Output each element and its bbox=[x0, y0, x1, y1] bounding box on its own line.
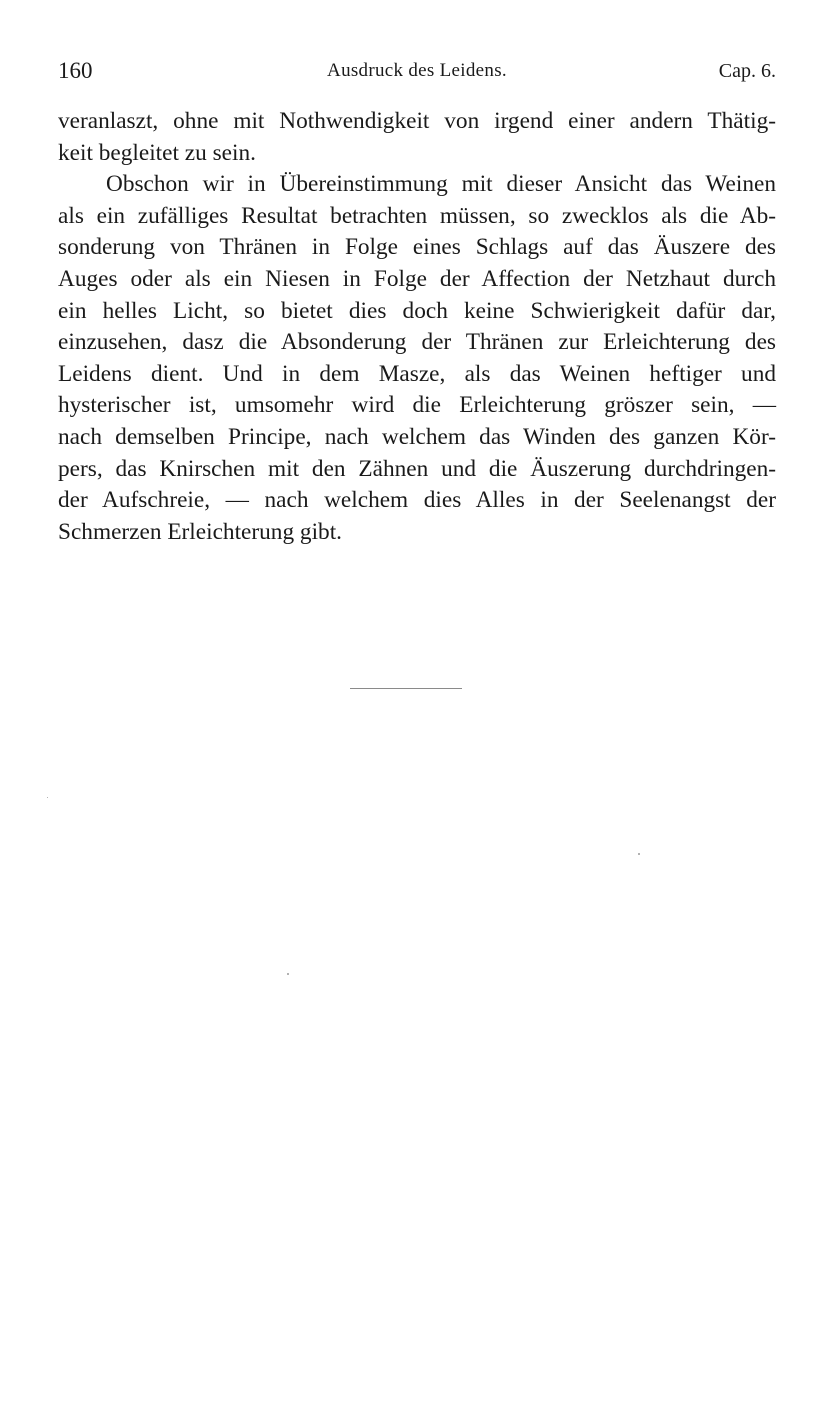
text-line: keit begleitet zu sein. bbox=[58, 139, 256, 166]
paragraph-1 bbox=[58, 106, 776, 169]
page-header bbox=[58, 56, 776, 86]
page-number: 160 bbox=[58, 58, 93, 83]
text-line: pers, das Knirschen mit den Zähnen und die Äuszerung durchdringen- bbox=[58, 455, 776, 482]
text-line: der Aufschreie, — nach welchem dies Alles in der Seelenangst der bbox=[58, 487, 776, 514]
text-line: sonderung von Thränen in Folge eines Schlags auf das Äuszere des bbox=[58, 234, 776, 261]
text-line: Schmerzen Erleichterung gibt. bbox=[58, 518, 342, 545]
text-line: einzusehen, dasz die Absonderung der Thränen zur Erleichterung des bbox=[58, 329, 776, 356]
print-speck bbox=[47, 797, 48, 798]
print-speck bbox=[287, 973, 289, 975]
text-line: hysterischer ist, umsomehr wird die Erleichterung gröszer sein, — bbox=[58, 392, 776, 419]
section-divider bbox=[350, 688, 462, 689]
text-line: Obschon wir in Übereinstimmung mit dieser Ansicht das Weinen bbox=[106, 171, 776, 198]
text-line: nach demselben Principe, nach welchem das Winden des ganzen Kör- bbox=[58, 423, 776, 450]
text-line: als ein zufälliges Resultat betrachten müssen, so zwecklos als die Ab- bbox=[58, 202, 776, 229]
text-line: Auges oder als ein Niesen in Folge der Affection der Netzhaut durch bbox=[58, 265, 776, 292]
text-line: veranlaszt, ohne mit Nothwendigkeit von irgend einer andern Thätig- bbox=[58, 108, 776, 134]
running-title: Ausdruck des Leidens. bbox=[327, 60, 507, 81]
paragraph-2 bbox=[58, 169, 776, 548]
text-line: ein helles Licht, so bietet dies doch keine Schwierigkeit dafür dar, bbox=[58, 297, 776, 324]
body-text bbox=[58, 106, 776, 548]
print-speck bbox=[638, 853, 640, 855]
chapter-label: Cap. 6. bbox=[718, 60, 776, 82]
text-line: Leidens dient. Und in dem Masze, als das Weinen heftiger und bbox=[58, 360, 776, 387]
